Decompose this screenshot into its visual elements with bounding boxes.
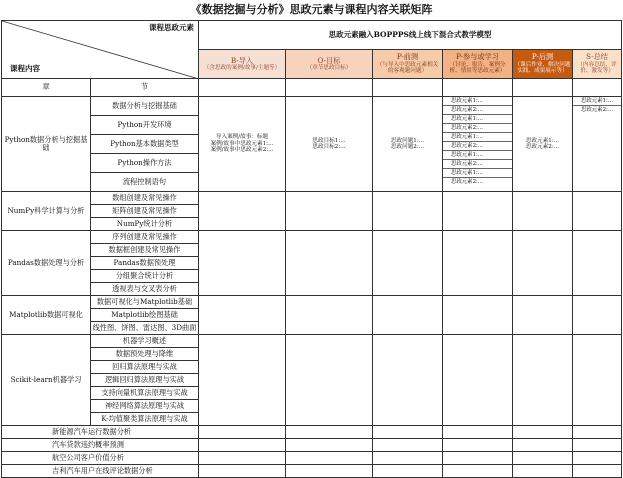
- participation-content-line: 思政元素2:...: [451, 179, 483, 185]
- section-cell: 线性图、饼图、雷达图、3D曲面: [91, 322, 199, 335]
- empty-phase-cell: [443, 335, 513, 426]
- phase-name: S-总结: [586, 52, 608, 62]
- phase-name: O-目标: [317, 55, 341, 65]
- pretest-content-line: 思政问题2:...: [390, 144, 425, 150]
- phase-p1-header: [373, 50, 443, 79]
- association-matrix: [1, 20, 622, 478]
- participation-content-line: 思政元素1:...: [443, 169, 512, 178]
- phase-name: P-前测: [396, 52, 419, 62]
- objective-content-line: 思政目标2:...: [312, 144, 346, 150]
- empty-phase-cell: [573, 335, 622, 426]
- phase-p3-header: [513, 50, 573, 79]
- summary-content-cell: [573, 97, 622, 192]
- phase-name: B-导入: [230, 55, 254, 65]
- section-cell: Python操作方法: [91, 154, 199, 173]
- participation-content-line: 思政元素1:...: [443, 115, 512, 124]
- objective-content-line: 思政目标1:...: [312, 137, 346, 144]
- section-cell: Matplotlib绘图基础: [91, 309, 199, 322]
- section-cell: 逻辑回归算法原理与实战: [91, 374, 199, 387]
- chapter-cell: Scikit-learn机器学习: [2, 335, 91, 426]
- phase-s-header: [573, 50, 622, 79]
- summary-content-line: 思政元素2:...: [581, 107, 613, 113]
- empty-phase-cell: [286, 439, 373, 452]
- empty-phase-cell: [443, 465, 513, 478]
- section-cell: Python开发环境: [91, 116, 199, 135]
- objective-content-cell: [286, 97, 373, 192]
- phase-p2-header: [443, 50, 513, 79]
- empty-phase-cell: [443, 296, 513, 335]
- empty-phase-cell: [513, 192, 573, 231]
- empty-phase-cell: [286, 465, 373, 478]
- participation-content-line: 思政元素1:...: [443, 97, 512, 106]
- section-cell: 透视表与交叉表分析: [91, 283, 199, 296]
- table-row: [2, 231, 622, 244]
- empty-phase-cell: [199, 335, 286, 426]
- section-cell: 数据分析与挖掘基础: [91, 97, 199, 116]
- section-cell: NumPy统计分析: [91, 218, 199, 231]
- participation-content-line: 思政元素2:...: [443, 106, 512, 115]
- table-row: [2, 452, 622, 465]
- empty-phase-cell: [443, 439, 513, 452]
- posttest-content-line: 思政元素1:...: [525, 137, 560, 144]
- empty-phase-cell: [513, 231, 573, 296]
- empty-phase-cell: [286, 452, 373, 465]
- section-cell: 流程控制语句: [91, 173, 199, 192]
- section-cell: 机器学习概述: [91, 335, 199, 348]
- empty-phase-cell: [286, 231, 373, 296]
- table-row: [2, 465, 622, 478]
- empty-phase-cell: [573, 465, 622, 478]
- pretest-content-line: 思政问题1:...: [390, 137, 425, 144]
- chapter-cell: Python数据分析与挖掘基础: [2, 97, 91, 192]
- participation-content-line: 思政元素1:...: [443, 133, 512, 142]
- empty-phase-cell: [573, 231, 622, 296]
- section-cell: 数据可视化与Matplotlib基础: [91, 296, 199, 309]
- corner-header: [2, 21, 199, 79]
- empty-phase-cell: [199, 296, 286, 335]
- empty-phase-cell: [286, 335, 373, 426]
- import-content-cell: [199, 97, 286, 192]
- section-cell: 回归算法原理与实战: [91, 361, 199, 374]
- case-study-cell: 吉利汽车用户在线评论数据分析: [2, 465, 199, 478]
- empty-phase-cell: [373, 296, 443, 335]
- phase-name: P-参与或学习: [456, 52, 499, 62]
- chapter-cell: Matplotlib数据可视化: [2, 296, 91, 335]
- phase-o-header: [286, 50, 373, 79]
- section-cell: 数据框创建及常见操作: [91, 244, 199, 257]
- table-row: [2, 97, 622, 116]
- empty-phase-cell: [373, 452, 443, 465]
- participation-content-line: 思政元素2:...: [443, 142, 512, 151]
- phase-desc: （章节思政目标）: [306, 64, 352, 71]
- phase-name: P-后测: [531, 52, 554, 62]
- empty-phase-cell: [573, 439, 622, 452]
- empty-phase-cell: [573, 452, 622, 465]
- chapter-cell: NumPy科学计算与分析: [2, 192, 91, 231]
- posttest-content-line: 思政元素2:...: [525, 144, 560, 150]
- chapter-cell: Pandas数据处理与分析: [2, 231, 91, 296]
- table-row: [2, 439, 622, 452]
- empty-phase-cell: [513, 465, 573, 478]
- model-title: 思政元素融入BOPPPS线上线下混合式教学模型: [199, 21, 622, 50]
- case-study-cell: 汽车贷款违约概率预测: [2, 439, 199, 452]
- empty-phase-cell: [443, 192, 513, 231]
- section-cell: Pandas数据预处理: [91, 257, 199, 270]
- empty-phase-cell: [199, 452, 286, 465]
- empty-phase-cell: [199, 231, 286, 296]
- page-title: 《数据挖掘与分析》思政元素与课程内容关联矩阵: [190, 3, 433, 16]
- empty-phase-cell: [286, 192, 373, 231]
- empty-phase-cell: [573, 296, 622, 335]
- participation-content-cell: [443, 97, 513, 192]
- phase-desc: （讨论、报告、案例分析、情景等思政元素）: [449, 61, 506, 75]
- corner-top-label: 课程思政元素: [149, 23, 194, 32]
- section-cell: K-均值聚类算法原理与实战: [91, 413, 199, 426]
- table-row: [2, 192, 622, 205]
- pretest-content-cell: [373, 97, 443, 192]
- section-cell: 数据预处理与降维: [91, 348, 199, 361]
- import-content-line: 案例/故事中思政元素2:...: [210, 147, 274, 154]
- section-cell: 数组创建及常见操作: [91, 192, 199, 205]
- case-study-cell: 新能源汽车运行数据分析: [2, 426, 199, 439]
- empty-phase-cell: [513, 452, 573, 465]
- empty-phase-cell: [443, 231, 513, 296]
- table-row: [2, 296, 622, 309]
- phase-desc: （内容总结、评价、激发等）: [577, 61, 617, 75]
- empty-phase-cell: [513, 439, 573, 452]
- empty-phase-cell: [199, 465, 286, 478]
- empty-phase-cell: [443, 452, 513, 465]
- empty-phase-cell: [373, 439, 443, 452]
- empty-phase-cell: [373, 335, 443, 426]
- import-content-line: 导入案例/故事：标题: [215, 134, 269, 141]
- phase-desc: （课后作业、解决问题实践、成果展示等）: [514, 61, 571, 75]
- phase-desc: （含思政的案例/故事/主题等）: [203, 64, 281, 71]
- phase-b-header: [199, 50, 286, 79]
- summary-content-line: 思政元素1:...: [573, 97, 621, 106]
- empty-phase-cell: [513, 335, 573, 426]
- table-row: [2, 335, 622, 348]
- empty-phase-cell: [373, 192, 443, 231]
- section-column-header: 节: [91, 79, 199, 97]
- section-cell: 矩阵创建及常见操作: [91, 205, 199, 218]
- empty-phase-cell: [373, 465, 443, 478]
- empty-phase-cell: [199, 192, 286, 231]
- import-content-line: 案例/故事中思政元素1:...: [210, 140, 274, 147]
- section-cell: 支持向量机算法原理与实战: [91, 387, 199, 400]
- corner-bottom-label: 课程内容: [10, 64, 40, 74]
- participation-content-line: 思政元素2:...: [443, 160, 512, 169]
- case-study-cell: 航空公司客户价值分析: [2, 452, 199, 465]
- phase-desc: （与导入中思政元素相关的客观题问题）: [376, 61, 439, 75]
- section-cell: Python基本数据类型: [91, 135, 199, 154]
- chapter-column-header: 章: [2, 79, 91, 97]
- participation-content-line: 思政元素1:...: [443, 151, 512, 160]
- empty-phase-cell: [573, 192, 622, 231]
- empty-phase-cell: [373, 231, 443, 296]
- section-cell: 序列创建及常见操作: [91, 231, 199, 244]
- empty-phase-cell: [199, 439, 286, 452]
- empty-phase-cell: [513, 296, 573, 335]
- section-cell: 分组聚合统计分析: [91, 270, 199, 283]
- posttest-content-cell: [513, 97, 573, 192]
- section-cell: 神经网络算法原理与实战: [91, 400, 199, 413]
- participation-content-line: 思政元素2:...: [443, 124, 512, 133]
- empty-phase-cell: [286, 296, 373, 335]
